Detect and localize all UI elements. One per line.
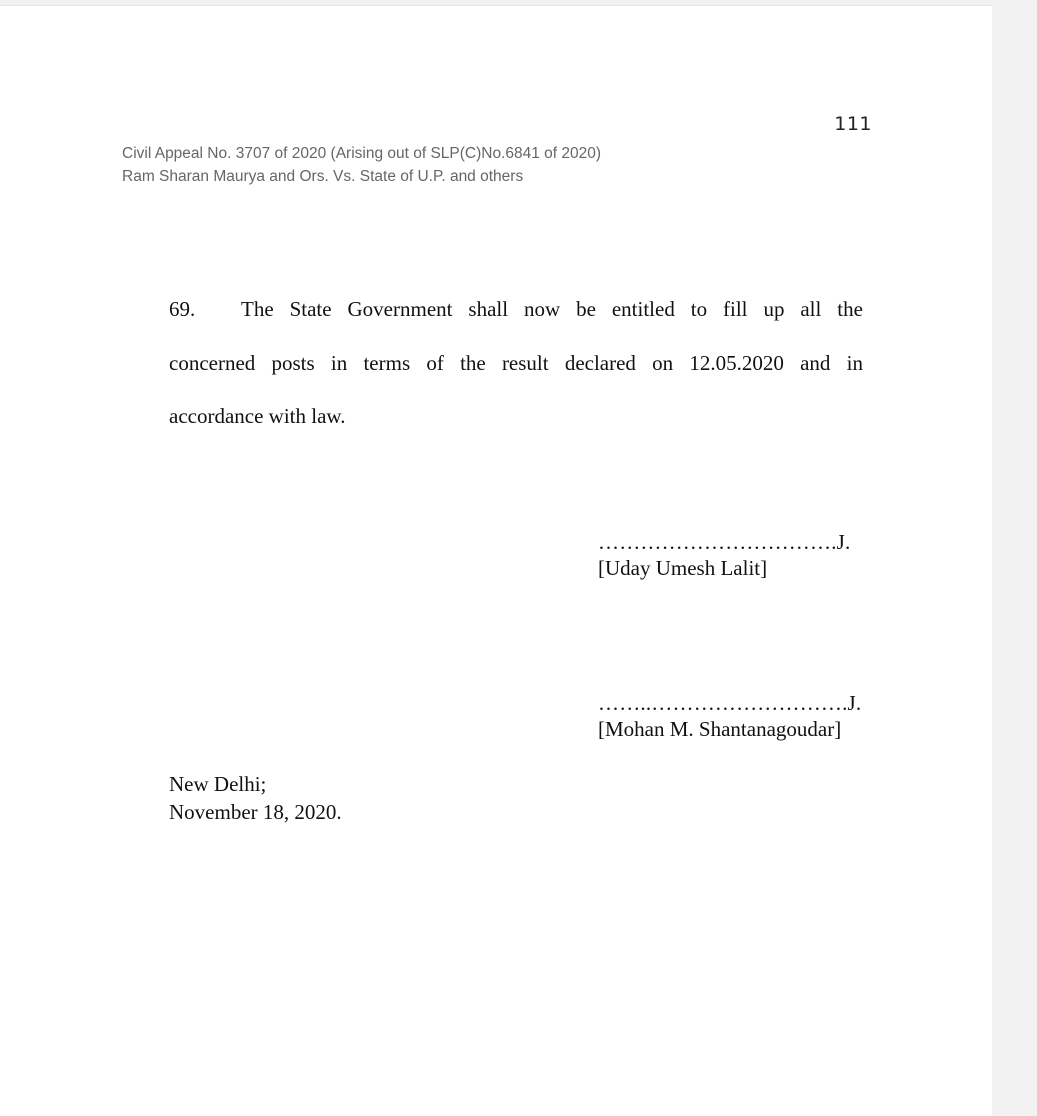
paragraph-word: entitled <box>611 297 675 321</box>
paragraph-word: to <box>690 297 708 321</box>
paragraph-word: in <box>330 350 348 375</box>
judge-name: [Mohan M. Shantanagoudar] <box>598 717 842 741</box>
signature-block-shantanagoudar <box>598 690 861 742</box>
case-parties-line: Ram Sharan Maurya and Ors. Vs. State of U.P. and others <box>122 168 524 185</box>
paragraph-word: Government <box>347 297 453 321</box>
paragraph-word: in <box>846 350 863 375</box>
judge-name: [Uday Umesh Lalit] <box>598 556 768 580</box>
place-and-date <box>169 770 342 826</box>
paragraph-word: The <box>241 297 274 321</box>
case-header <box>122 142 601 188</box>
paragraph-word: terms <box>363 350 411 375</box>
paragraph-word: of <box>426 350 444 375</box>
paragraph-word: result <box>501 350 549 375</box>
date: November 18, 2020. <box>169 800 342 824</box>
paragraph-line-2 <box>169 337 863 391</box>
paragraph-line-3 <box>169 390 863 444</box>
signature-line: …………………………….J. <box>598 530 851 554</box>
paragraph-word: concerned <box>169 350 256 375</box>
paragraph-word: 12.05.2020 <box>689 350 784 375</box>
paragraph-word: and <box>800 350 831 375</box>
paragraph-word: up <box>763 297 785 321</box>
paragraph-word: accordance with law. <box>169 404 346 428</box>
paragraph-word: on <box>652 350 674 375</box>
place: New Delhi; <box>169 772 267 796</box>
paragraph-word: fill <box>723 297 748 321</box>
page-number: 111 <box>834 113 872 135</box>
paragraph-word: be <box>576 297 596 321</box>
paragraph-word: shall <box>468 297 509 321</box>
paragraph-word: declared <box>564 350 636 375</box>
paragraph-69 <box>169 283 863 444</box>
paragraph-word: posts <box>271 350 315 375</box>
paragraph-number: 69. <box>169 297 196 321</box>
signature-line: ……..……………………….J. <box>598 691 862 715</box>
paragraph-word: the <box>460 350 486 375</box>
document-page <box>0 5 992 1116</box>
paragraph-first-word-group <box>169 283 274 337</box>
case-title-line: Civil Appeal No. 3707 of 2020 (Arising out of SLP(C)No.6841 of 2020) <box>122 145 602 162</box>
signature-block-lalit <box>598 529 850 581</box>
paragraph-word: all <box>800 297 822 321</box>
paragraph-word: State <box>289 297 332 321</box>
paragraph-line-1 <box>169 283 863 337</box>
paragraph-word: now <box>524 297 561 321</box>
paragraph-word: the <box>837 297 863 321</box>
